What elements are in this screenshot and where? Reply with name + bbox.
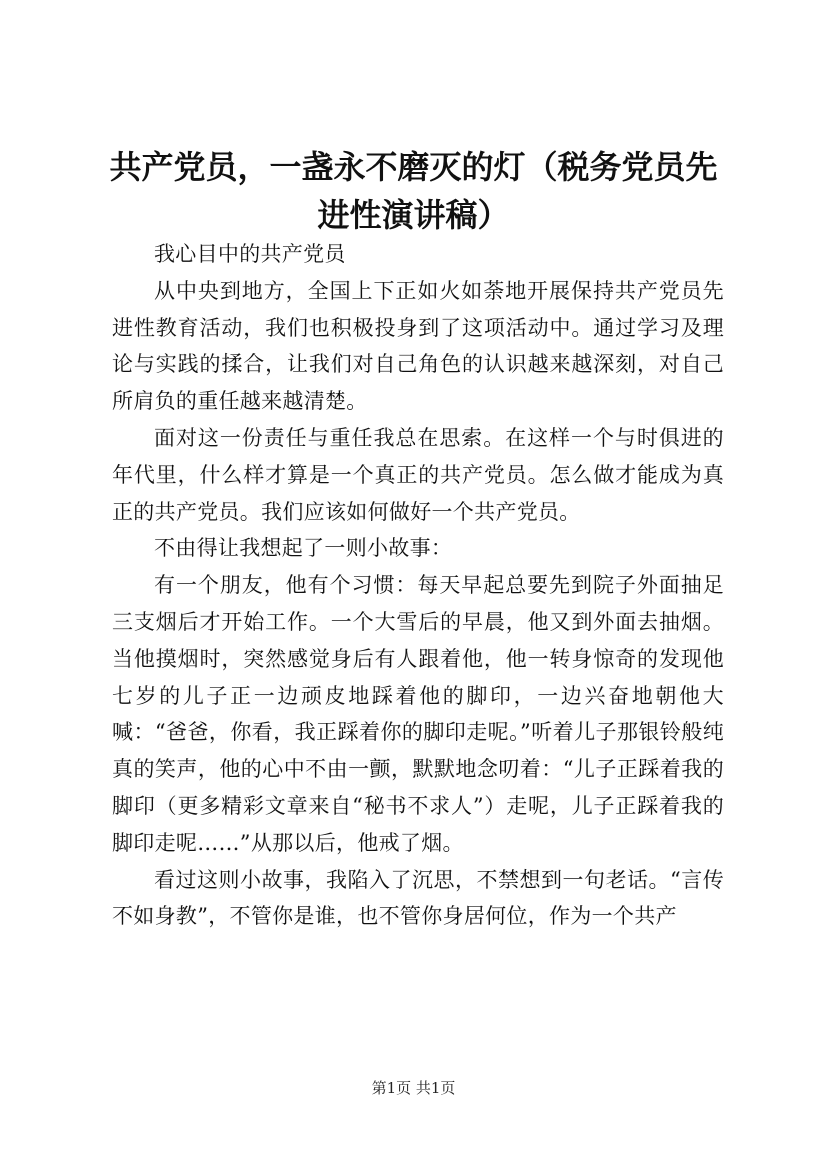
document-title: 共产党员，一盏永不磨灭的灯（税务党员先进性演讲稿） bbox=[109, 148, 718, 234]
paragraph: 面对这一份责任与重任我总在思索。在这样一个与时俱进的年代里，什么样才算是一个真正的共产党员。怎么做才能成为真正的共产党员。我们应该如何做好一个共产党员。 bbox=[112, 425, 724, 524]
paragraph: 看过这则小故事，我陷入了沉思，不禁想到一句老话。“言传不如身教”，不管你是谁，也不管你身居何位，作为一个共产 bbox=[112, 867, 724, 929]
paragraph: 不由得让我想起了一则小故事： bbox=[154, 536, 453, 561]
paragraph: 从中央到地方，全国上下正如火如荼地开展保持共产党员先进性教育活动，我们也积极投身到了这项活动中。通过学习及理论与实践的揉合，让我们对自己角色的认识越来越深刻，对自己所肩负的重任越来越清楚。 bbox=[112, 278, 724, 414]
paragraph: 有一个朋友，他有个习惯：每天早起总要先到院子外面抽足三支烟后才开始工作。一个大雪后的早晨，他又到外面去抽烟。当他摸烟时，突然感觉身后有人跟着他，他一转身惊奇的发现他七岁的儿子正一边顽皮地踩着他的脚印，一边兴奋地朝他大喊：“爸爸，你看，我正踩着你的脚印走呢。”听着儿子那银铃般纯真的笑声，他的心中不由一颤，默默地念叨着：“儿子正踩着我的脚印（更多精彩文章来自“秘书不求人”）走呢，儿子正踩着我的脚印走呢……”从那以后，他戒了烟。 bbox=[112, 573, 724, 855]
document-body bbox=[112, 236, 724, 935]
paragraph-subtitle: 我心目中的共产党员 bbox=[154, 242, 346, 266]
page-footer: 第1页 共1页 bbox=[371, 1079, 456, 1097]
